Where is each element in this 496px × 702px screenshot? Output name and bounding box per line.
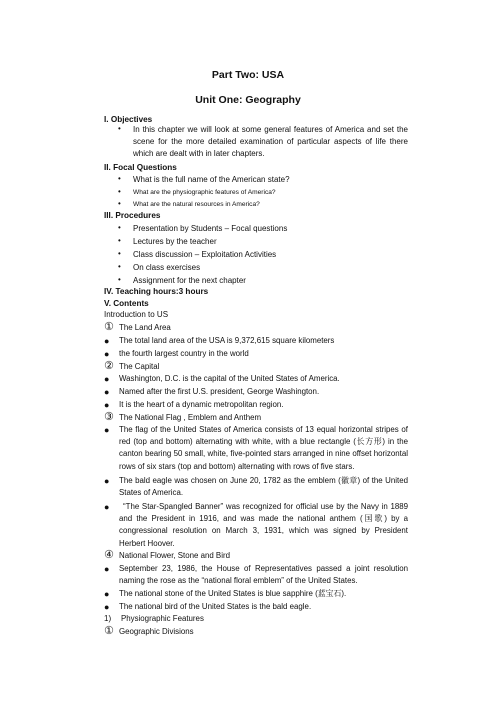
flower-item: The national stone of the United States is blue sapphire (蓝宝石).	[119, 589, 347, 598]
focal-item: What are the physiographic features of America?	[133, 189, 276, 196]
filled-dot-icon: ●	[104, 602, 110, 612]
circled-number-3: ③	[104, 411, 114, 423]
land-item: The total land area of the USA is 9,372,615 square kilometers	[119, 336, 335, 345]
filled-dot-icon: ●	[104, 336, 110, 346]
procedures-item: On class exercises	[133, 263, 201, 272]
flag-item: The bald eagle was chosen on June 20, 1782 as the emblem (徽章) of the United States of America.	[119, 476, 408, 498]
procedures-item: Lectures by the teacher	[133, 237, 217, 246]
physio-number: 1)	[104, 614, 112, 623]
flower-item: September 23, 1986, the House of Representatives passed a joint resolution naming the rose as the “national floral emblem” of the United States.	[119, 564, 408, 586]
capital-heading: The Capital	[119, 362, 160, 371]
filled-dot-icon: ●	[104, 387, 110, 397]
filled-dot-icon: ●	[104, 425, 110, 435]
filled-dot-icon: ●	[104, 400, 110, 410]
focal-item: What are the natural resources in America?	[133, 201, 260, 208]
circled-number-1: ①	[104, 625, 114, 637]
part-title: Part Two: USA	[211, 69, 285, 81]
bullet-icon: •	[118, 275, 121, 284]
bullet-icon: •	[118, 124, 121, 133]
filled-dot-icon: ●	[104, 349, 110, 359]
contents-heading: V. Contents	[104, 299, 149, 308]
filled-dot-icon: ●	[104, 502, 110, 512]
circled-number-4: ④	[104, 549, 114, 561]
capital-item: Washington, D.C. is the capital of the United States of America.	[119, 374, 340, 383]
flag-item: The flag of the United States of America consists of 13 equal horizontal stripes of red (top and bottom) alternating with white, with a blue rectangle (长方形) in the canton bearing 50 small, white, five-pointed stars arranged in nine offset horizontal rows of six stars (top and bottom) alternating with rows of five stars.	[119, 425, 408, 471]
flower-heading: National Flower, Stone and Bird	[119, 551, 230, 560]
objectives-heading: I. Objectives	[104, 115, 153, 124]
land-area-heading: The Land Area	[119, 323, 171, 332]
circled-number-2: ②	[104, 360, 114, 372]
filled-dot-icon: ●	[104, 476, 110, 486]
capital-item: Named after the first U.S. president, George Washington.	[119, 387, 320, 396]
unit-title: Unit One: Geography	[195, 94, 301, 106]
objectives-item: In this chapter we will look at some general features of America and set the scene for the more detailed examination of particular aspects of life there which are dealt with in later chapters.	[133, 125, 408, 159]
procedures-item: Class discussion – Exploitation Activities	[133, 250, 277, 259]
contents-intro: Introduction to US	[104, 310, 169, 319]
focal-heading: II. Focal Questions	[104, 163, 177, 172]
bullet-icon: •	[118, 249, 121, 258]
hours-heading: IV. Teaching hours:3 hours	[104, 287, 209, 296]
procedures-heading: III. Procedures	[104, 211, 161, 220]
bullet-icon: •	[118, 174, 121, 183]
flag-item: “The Star-Spangled Banner” was recognized for official use by the Navy in 1889 and the President in 1916, and was made the national anthem (国歌) by a congressional resolution on March 3, 1931, which was signed by President Herbert Hoover.	[119, 502, 408, 548]
procedures-item: Assignment for the next chapter	[133, 276, 246, 285]
geo-divisions-heading: Geographic Divisions	[119, 627, 194, 636]
flag-heading: The National Flag , Emblem and Anthem	[119, 413, 262, 422]
land-item: the fourth largest country in the world	[119, 349, 249, 358]
filled-dot-icon: ●	[104, 564, 110, 574]
bullet-icon: •	[118, 187, 121, 196]
bullet-icon: •	[118, 223, 121, 232]
filled-dot-icon: ●	[104, 589, 110, 599]
bullet-icon: •	[118, 262, 121, 271]
procedures-item: Presentation by Students – Focal questions	[133, 224, 288, 233]
flower-item: The national bird of the United States is the bald eagle.	[119, 602, 312, 611]
circled-number-1: ①	[104, 321, 114, 333]
physio-heading: Physiographic Features	[121, 614, 204, 623]
capital-item: It is the heart of a dynamic metropolitan region.	[119, 400, 284, 409]
filled-dot-icon: ●	[104, 374, 110, 384]
bullet-icon: •	[118, 199, 121, 208]
focal-item: What is the full name of the American state?	[133, 175, 290, 184]
bullet-icon: •	[118, 236, 121, 245]
